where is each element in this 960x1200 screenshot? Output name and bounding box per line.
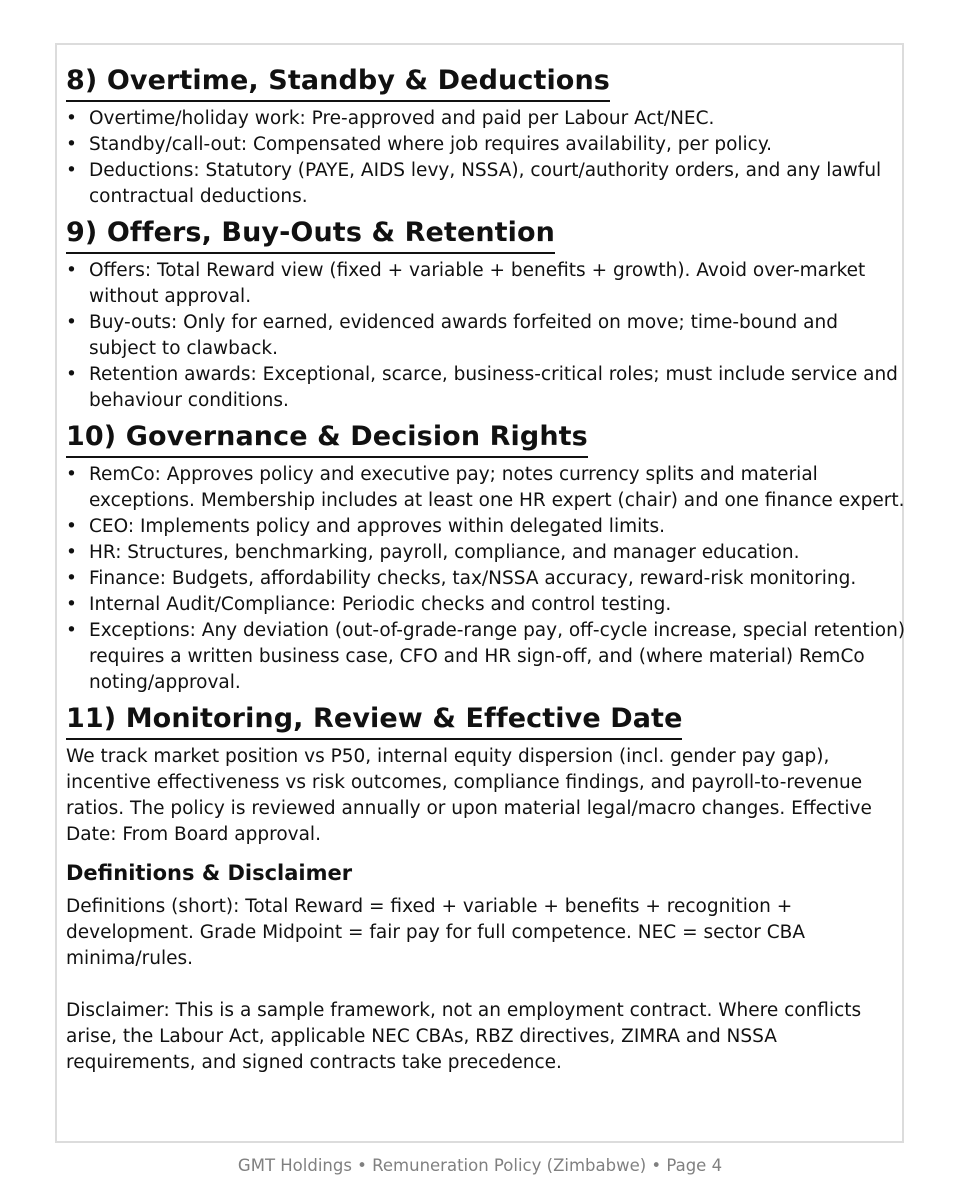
- list-item: [66, 618, 906, 696]
- list-item: [66, 362, 906, 414]
- bullet-glyph: •: [66, 312, 77, 333]
- page-footer: GMT Holdings • Remuneration Policy (Zimbabwe) • Page 4: [237, 1156, 723, 1175]
- bullet-list: [66, 106, 906, 210]
- list-item: [66, 310, 906, 362]
- disclaimer-paragraph: Disclaimer: This is a sample framework, not an employment contract. Where conflicts arise, the Labour Act, applicable NEC CBAs, RBZ directives, ZIMRA and NSSA requirements, and signed contracts take precedence.: [66, 1000, 862, 1073]
- bullet-glyph: •: [66, 134, 77, 155]
- list-item: [66, 566, 906, 592]
- list-item: [66, 592, 906, 618]
- list-item-text: Offers: Total Reward view (fixed + variable + benefits + growth). Avoid over-market without approval.: [89, 260, 866, 307]
- bullet-glyph: •: [66, 516, 77, 537]
- list-item: [66, 462, 906, 514]
- section-9: [66, 214, 906, 254]
- list-item-text: CEO: Implements policy and approves within delegated limits.: [89, 516, 666, 537]
- section-heading: 10) Governance & Decision Rights: [66, 418, 588, 458]
- list-item-text: Finance: Budgets, affordability checks, tax/NSSA accuracy, reward-risk monitoring.: [89, 568, 857, 589]
- definitions-heading: Definitions & Disclaimer: [66, 861, 353, 885]
- list-item-text: Standby/call-out: Compensated where job requires availability, per policy.: [89, 134, 773, 155]
- list-item-text: Exceptions: Any deviation (out-of-grade-range pay, off-cycle increase, special retention) requires a written business case, CFO and HR sign-off, and (where material) RemCo noting/approval.: [89, 620, 906, 693]
- list-item-text: Overtime/holiday work: Pre-approved and paid per Labour Act/NEC.: [89, 108, 715, 129]
- list-item: [66, 158, 906, 210]
- bullet-glyph: •: [66, 260, 77, 281]
- definitions-paragraph: Definitions (short): Total Reward = fixed + variable + benefits + recognition + development. Grade Midpoint = fair pay for full competence. NEC = sector CBA minima/rules.: [66, 896, 806, 969]
- bullet-glyph: •: [66, 364, 77, 385]
- list-item: [66, 540, 906, 566]
- list-item: [66, 514, 906, 540]
- list-item-text: RemCo: Approves policy and executive pay; notes currency splits and material exceptions. Membership includes at least one HR expert (chair) and one finance expert.: [89, 464, 905, 511]
- list-item-text: Retention awards: Exceptional, scarce, business-critical roles; must include service and behaviour conditions.: [89, 364, 898, 411]
- list-item: [66, 106, 906, 132]
- list-item-text: Internal Audit/Compliance: Periodic checks and control testing.: [89, 594, 672, 615]
- bullet-glyph: •: [66, 620, 77, 641]
- bullet-glyph: •: [66, 542, 77, 563]
- bullet-glyph: •: [66, 464, 77, 485]
- bullet-glyph: •: [66, 568, 77, 589]
- document-content: [66, 58, 906, 1076]
- list-item-text: Deductions: Statutory (PAYE, AIDS levy, NSSA), court/authority orders, and any lawful contractual deductions.: [89, 160, 882, 207]
- paragraph-spacer: [66, 972, 906, 998]
- section-heading: 8) Overtime, Standby & Deductions: [66, 62, 610, 102]
- bullet-glyph: •: [66, 108, 77, 129]
- section-10: [66, 418, 906, 458]
- section-8: [66, 62, 906, 102]
- section-11: [66, 700, 906, 740]
- bullet-list: [66, 258, 906, 414]
- bullet-glyph: •: [66, 594, 77, 615]
- list-item: [66, 132, 906, 158]
- list-item-text: Buy-outs: Only for earned, evidenced awards forfeited on move; time-bound and subject to clawback.: [89, 312, 838, 359]
- section-heading: 9) Offers, Buy-Outs & Retention: [66, 214, 555, 254]
- list-item: [66, 258, 906, 310]
- list-item-text: HR: Structures, benchmarking, payroll, compliance, and manager education.: [89, 542, 800, 563]
- bullet-list: [66, 462, 906, 696]
- bullet-glyph: •: [66, 160, 77, 181]
- monitoring-paragraph: We track market position vs P50, internal equity dispersion (incl. gender pay gap), incentive effectiveness vs risk outcomes, compliance findings, and payroll-to-revenue ratios. The policy is reviewed annually or upon material legal/macro changes. Effective Date: From Board approval.: [66, 746, 872, 845]
- section-heading: 11) Monitoring, Review & Effective Date: [66, 700, 682, 740]
